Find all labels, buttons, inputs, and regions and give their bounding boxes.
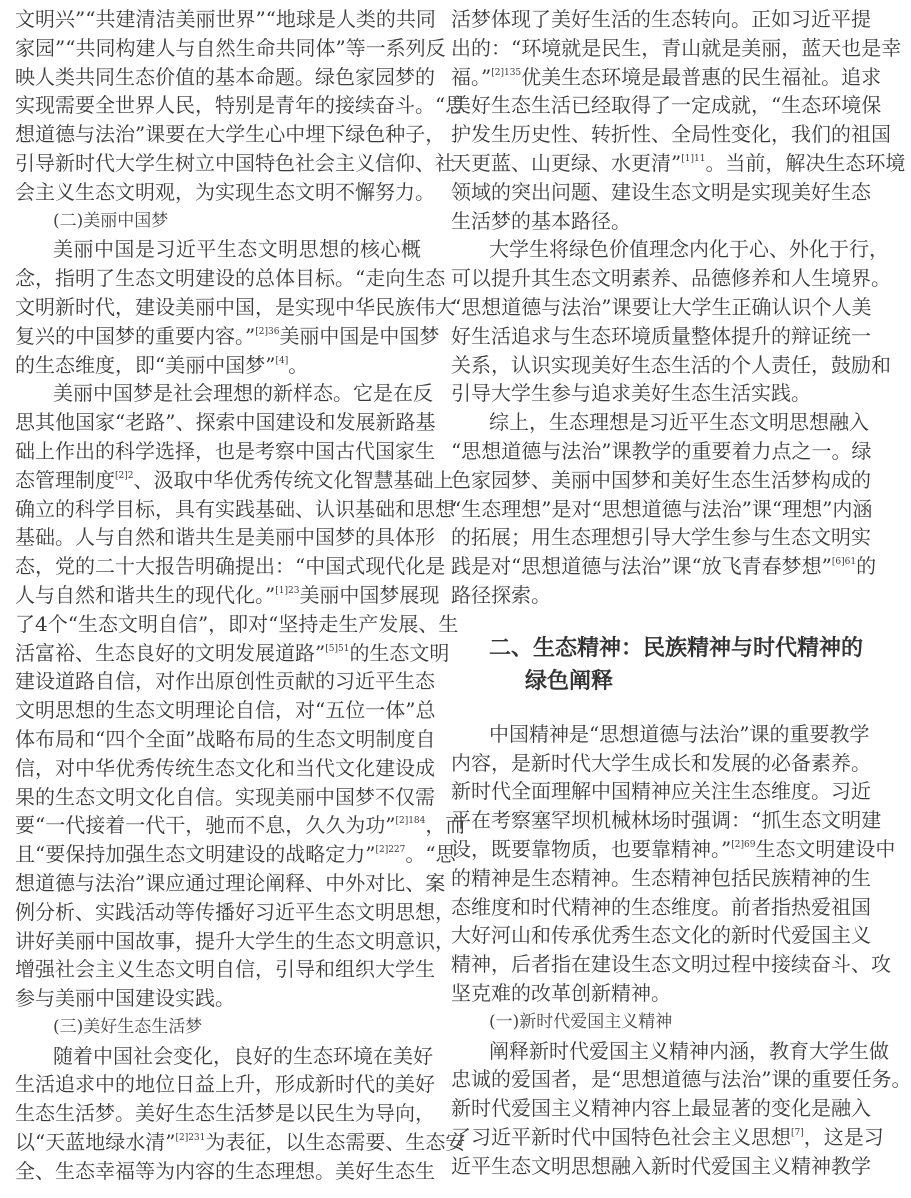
text-line: 了4个“生态文明自信”，即对“坚持走生产发展、生: [15, 611, 459, 636]
text-line: 态维度和时代精神的生态维度。前者指热爱祖国: [451, 894, 871, 919]
text-line: [15, 351, 421, 380]
text-line: [451, 835, 896, 864]
text-line: 基础。人与自然和谐共生是美丽中国梦的具体形: [15, 525, 435, 550]
citation-superscript: [2]69: [731, 839, 756, 850]
text-line: 的精神是生态精神。生态精神包括民族精神的生: [451, 865, 871, 890]
text-line: [451, 149, 906, 178]
text-line: 增强社会主义生态文明自信，引导和组织大学生: [15, 957, 435, 982]
text-segment: 设，既要靠物质，也要靠精神。”: [451, 836, 732, 861]
text-line: 础上作出的科学选择，也是考察中国古代国家生: [15, 438, 435, 463]
text-line: 路径探索。: [451, 582, 551, 607]
paragraph: [15, 379, 466, 1013]
text-segment: 的: [856, 554, 877, 579]
text-line: 实现需要全世界人民，特别是青年的接续奋斗。“思: [15, 93, 466, 118]
text-line: 精神，后者指在建设生态文明过程中接续奋斗、攻: [451, 952, 891, 977]
text-line: 出的：“环境就是民生，青山就是美丽，蓝天也是幸: [451, 35, 902, 60]
text-line: 引导新时代大学生树立中国特色社会主义信仰、社: [15, 150, 455, 175]
text-segment: 态管理制度: [15, 467, 115, 492]
text-segment: 。: [288, 352, 309, 377]
citation-superscript: [7]: [791, 1127, 804, 1138]
citation-superscript: [2]227: [375, 845, 406, 856]
text-segment: 。当前，解决生态环境: [705, 150, 906, 175]
text-line: 文明兴”“共建清洁美丽世界”“地球是人类的共同: [15, 7, 436, 31]
text-line: 全、生态幸福等为内容的生态理想。美好生态生: [15, 1158, 435, 1183]
text-line: 大好河山和传承优秀生态文化的新时代爱国主义: [451, 923, 871, 948]
text-line: 参与美丽中国建设实践。: [15, 986, 235, 1011]
text-line: 阐释新时代爱国主义精神内涵，教育大学生做: [489, 1038, 889, 1063]
text-segment: 要“一代接着一代干，驰而不息，久久为功”: [15, 813, 396, 838]
text-segment: 美丽中国梦展现: [299, 582, 440, 607]
text-line: 文明新时代，建设美丽中国，是实现中华民族伟大: [15, 294, 455, 319]
paragraph: [15, 5, 466, 207]
text-line: 活梦体现了美好生活的生态转向。正如习近平提: [451, 7, 871, 31]
citation-superscript: [2]2: [115, 470, 134, 481]
paragraph: [15, 235, 455, 379]
text-segment: 了习近平新时代中国特色社会主义思想: [451, 1124, 791, 1149]
text-line: 例分析、实践活动等传播好习近平生态文明思想，: [15, 899, 455, 924]
citation-superscript: [2]184: [395, 816, 426, 827]
text-line: 体布局和“四个全面”战略布局的生态文明制度自: [15, 726, 436, 751]
text-line: 中国精神是“思想道德与法治”课的重要教学: [489, 721, 870, 746]
text-line: 信，对中华优秀传统生态文化和当代文化建设成: [15, 755, 435, 780]
paragraph: [451, 408, 877, 610]
text-segment: 生态文明建设中: [755, 836, 896, 861]
text-line: 美好生态生活已经取得了一定成就，“生态环境保: [451, 93, 882, 118]
text-line: “生态理想”是对“思想道德与法治”课“理想”内涵: [451, 496, 873, 521]
text-line: 的拓展；用生态理想引导大学生参与生态文明实: [451, 525, 871, 550]
text-segment: 复兴的中国梦的重要内容。”: [15, 323, 256, 348]
text-segment: 且“要保持加强生态文明建设的战略定力”: [15, 842, 376, 867]
text-segment: 以“天蓝地绿水清”: [15, 1130, 176, 1155]
citation-superscript: [4]: [275, 355, 289, 366]
text-line: 确立的科学目标，具有实践基础、认识基础和思想: [15, 496, 455, 521]
citation-superscript: [2]231: [175, 1133, 206, 1144]
text-line: 引导大学生参与追求美好生态生活实践。: [451, 381, 811, 406]
text-line: 坚克难的改革创新精神。: [451, 980, 671, 1005]
text-line: 果的生态文明文化自信。实现美丽中国梦不仅需: [15, 784, 435, 809]
text-line: 新时代爱国主义精神内容上最显著的变化是融入: [451, 1096, 871, 1121]
section-heading-line: 二、生态精神：民族精神与时代精神的: [489, 635, 864, 661]
text-line: 大学生将绿色价值理念内化于心、外化于行，: [489, 237, 889, 262]
text-line: 领域的突出问题、建设生态文明是实现美好生态: [451, 179, 871, 204]
paragraph: [451, 235, 891, 408]
text-line: 态，党的二十大报告明确提出：“中国式现代化是: [15, 554, 446, 579]
citation-superscript: [2]135: [491, 67, 522, 78]
text-line: 随着中国社会变化，良好的生态环境在美好: [53, 1043, 433, 1068]
section-subheading: (三)美好生态生活梦: [53, 1016, 203, 1037]
text-segment: 为表征，以生态需要、生态安: [205, 1130, 466, 1155]
paragraph: [451, 1037, 911, 1181]
text-line: [15, 581, 440, 610]
text-line: [451, 63, 882, 92]
text-line: 家园”“共同构建人与自然生命共同体”等一系列反: [15, 35, 446, 60]
text-segment: 天更蓝、山更绿、水更清”: [451, 150, 682, 175]
text-line: “思想道德与法治”课教学的重要着力点之一。绿: [451, 438, 872, 463]
text-line: 念，指明了生态文明建设的总体目标。“走向生态: [15, 266, 446, 291]
text-line: 生活梦的基本路径。: [451, 208, 631, 233]
text-line: 可以提升其生态文明素养、品德修养和人生境界。: [451, 266, 891, 291]
citation-superscript: [6]61: [831, 557, 857, 568]
text-line: [15, 466, 454, 495]
text-segment: 优美生态环境是最普惠的民生福祉。追求: [521, 64, 882, 89]
paragraph: [451, 5, 906, 235]
text-line: 会主义生态文明观，为实现生态文明不懈努力。: [15, 179, 435, 204]
text-line: 美丽中国梦是社会理想的新样态。它是在反: [53, 381, 433, 406]
text-line: 生态生活梦。美好生态生活梦是以民生为导向，: [15, 1101, 435, 1126]
text-segment: ，而: [425, 813, 466, 838]
text-line: 关系，认识实现美好生态生活的个人责任，鼓励和: [451, 352, 891, 377]
text-line: 生活追求中的地位日益上升，形成新时代的美好: [15, 1072, 435, 1097]
text-line: [15, 639, 450, 668]
text-segment: 践是对“思想道德与法治”课“放飞青春梦想”: [451, 554, 832, 579]
citation-superscript: [5]51: [325, 643, 350, 654]
text-line: 映人类共同生态价值的基本命题。绿色家园梦的: [15, 64, 435, 89]
text-line: 综上，生态理想是习近平生态文明思想融入: [489, 410, 869, 435]
citation-superscript: [1]11: [681, 153, 706, 164]
text-line: 想道德与法治”课应通过理论阐释、中外对比、案: [15, 870, 446, 895]
text-line: 文明思想的生态文明理论自信，对“五位一体”总: [15, 698, 436, 723]
citation-superscript: [1]23: [275, 585, 300, 596]
section-subheading: (一)新时代爱国主义精神: [489, 1011, 673, 1032]
right-column: [451, 5, 911, 1180]
text-line: 色家园梦、美丽中国梦和美好生态生活梦构成的: [451, 467, 871, 492]
text-line: 新时代全面理解中国精神应关注生态维度。习近: [451, 779, 871, 804]
text-segment: 的生态维度，即“美丽中国梦”: [15, 352, 276, 377]
text-line: 内容，是新时代大学生成长和发展的必备素养。: [451, 750, 871, 775]
section-heading: [451, 632, 864, 698]
text-segment: 人与自然和谐共生的现代化。”: [15, 582, 276, 607]
paragraph: [451, 720, 896, 1008]
text-line: 好生活追求与生态环境质量整体提升的辩证统一: [451, 323, 871, 348]
section-subheading: (二)美丽中国梦: [53, 210, 169, 231]
text-line: [15, 811, 466, 840]
text-segment: 的生态文明: [349, 640, 450, 665]
text-segment: 福。”: [451, 64, 492, 89]
text-line: 护发生历史性、转折性、全局性变化，我们的祖国: [451, 122, 891, 147]
text-segment: ，这是习: [803, 1124, 884, 1149]
text-segment: 美丽中国是中国梦: [279, 323, 440, 348]
text-line: [15, 840, 456, 869]
text-segment: 。“思: [405, 842, 456, 867]
text-line: 忠诚的爱国者，是“思想道德与法治”课的重要任务。: [451, 1067, 911, 1092]
text-line: “思想道德与法治”课要让大学生正确认识个人美: [451, 294, 872, 319]
text-line: [15, 1128, 466, 1157]
text-line: 美丽中国是习近平生态文明思想的核心概: [53, 237, 421, 262]
text-segment: 活富裕、生态良好的文明发展道路”: [15, 640, 326, 665]
citation-superscript: [2]36: [255, 326, 280, 337]
left-column: [15, 5, 466, 1186]
text-line: 近平生态文明思想融入新时代爱国主义精神教学: [451, 1153, 871, 1178]
text-line: 平在考察塞罕坝机械林场时强调：“抓生态文明建: [451, 808, 882, 833]
text-line: [451, 1123, 884, 1152]
paragraph: [15, 1042, 466, 1186]
text-line: [451, 552, 877, 581]
section-heading-line: 绿色阐释: [525, 668, 614, 694]
text-line: 思其他国家“老路”、探索中国建设和发展新路基: [15, 410, 436, 435]
text-line: 想道德与法治”课要在大学生心中埋下绿色种子，: [15, 122, 446, 147]
text-line: 讲好美丽中国故事，提升大学生的生态文明意识，: [15, 928, 455, 953]
text-line: 建设道路自信，对作出原创性贡献的习近平生态: [15, 669, 435, 694]
text-line: [15, 322, 440, 351]
text-segment: 、汲取中华优秀传统文化智慧基础上: [133, 467, 454, 492]
